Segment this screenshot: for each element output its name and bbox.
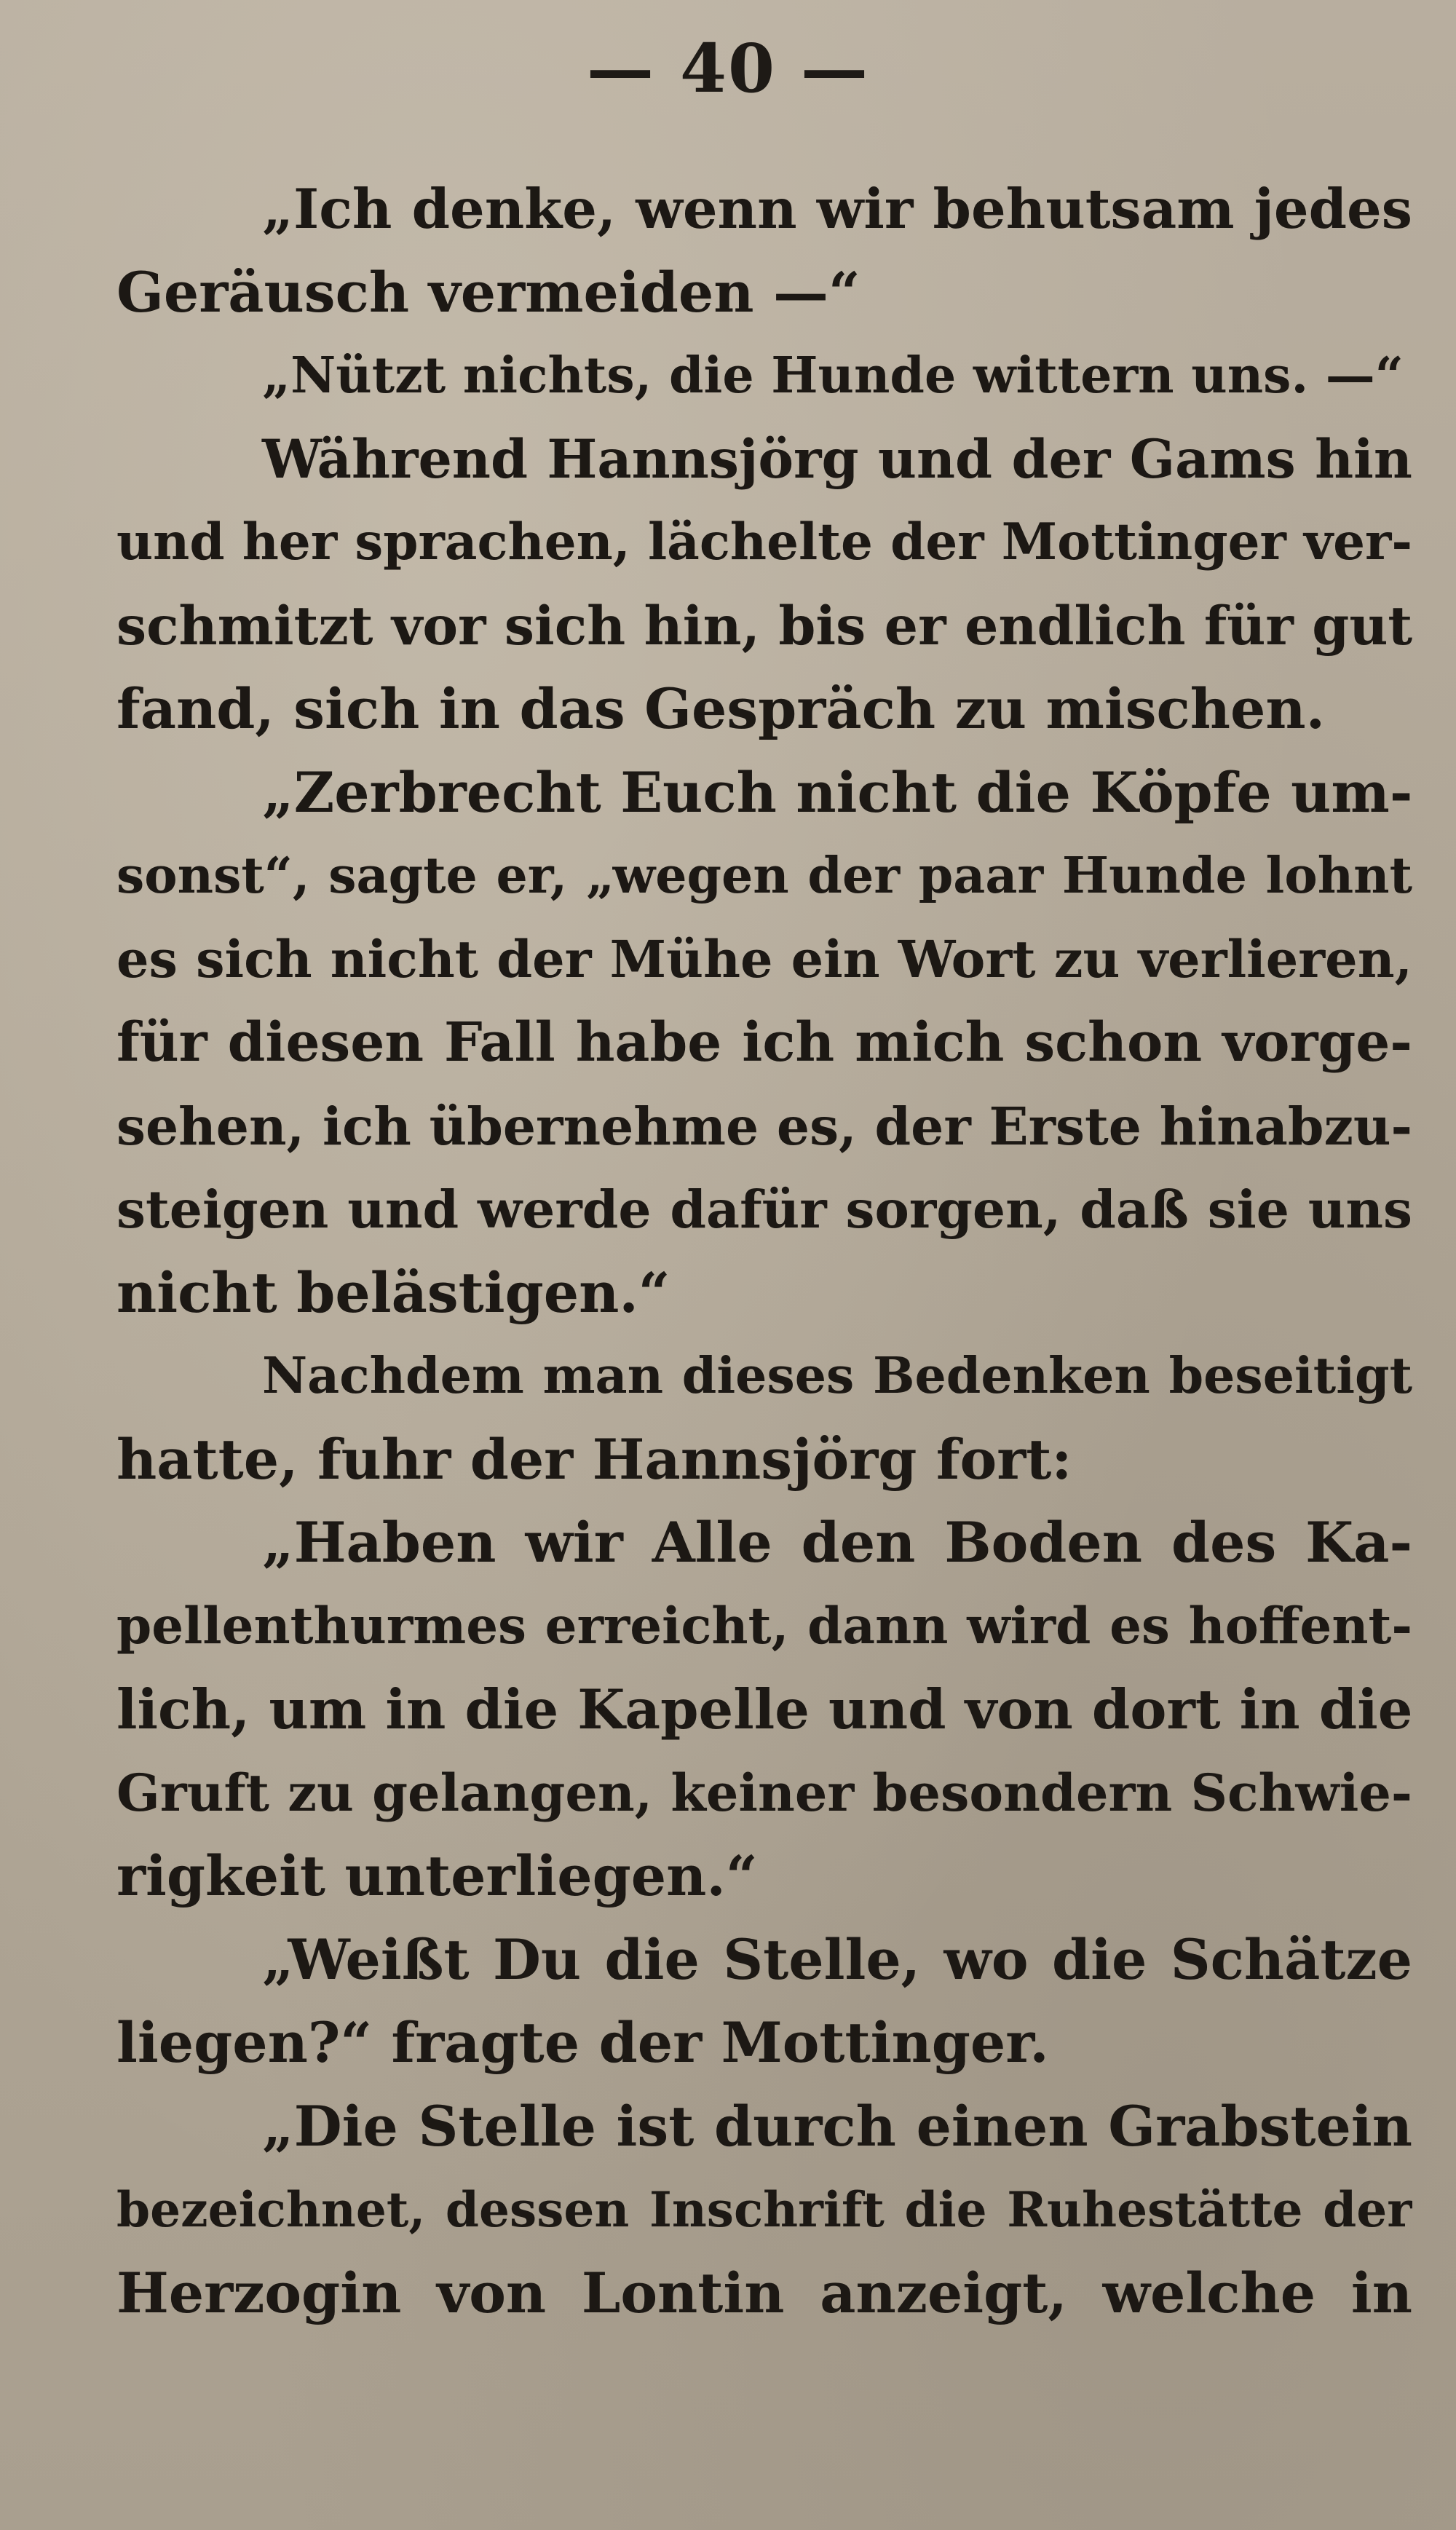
text-line: hatte, fuhr der Hannsjörg fort: bbox=[116, 1426, 1072, 1492]
text-line: lich, um in die Kapelle und von dort in die bbox=[116, 1677, 1412, 1742]
text-line: „Haben wir Alle den Boden des Ka- bbox=[262, 1510, 1412, 1575]
text-line: „Die Stelle ist durch einen Grabstein bbox=[262, 2093, 1412, 2159]
text-line: „Ich denke, wenn wir behutsam jedes bbox=[262, 177, 1412, 241]
text-line: Gruft zu gelangen, keiner besondern Schwie- bbox=[116, 1762, 1412, 1823]
text-line: es sich nicht der Mühe ein Wort zu verlieren, bbox=[116, 928, 1412, 989]
text-line: Während Hannsjörg und der Gams hin bbox=[262, 427, 1412, 491]
page-number: — 40 — bbox=[586, 29, 870, 108]
text-line: Herzogin von Lontin anzeigt, welche in bbox=[116, 2260, 1412, 2325]
text-line: für diesen Fall habe ich mich schon vorge- bbox=[116, 1011, 1412, 1074]
text-line: „Zerbrecht Euch nicht die Köpfe um- bbox=[262, 759, 1412, 825]
text-line: steigen und werde dafür sorgen, daß sie uns bbox=[116, 1179, 1412, 1240]
text-line: „Nützt nichts, die Hunde wittern uns. —“ bbox=[262, 347, 1404, 405]
text-line: nicht belästigen.“ bbox=[116, 1260, 670, 1325]
text-line: sehen, ich übernehme es, der Erste hinabzu- bbox=[116, 1095, 1412, 1157]
text-line: rigkeit unterliegen.“ bbox=[116, 1843, 758, 1908]
text-line: sonst“, sagte er, „wegen der paar Hunde lohnt bbox=[116, 847, 1412, 905]
text-line: Nachdem man dieses Bedenken beseitigt bbox=[262, 1347, 1412, 1405]
text-line: „Weißt Du die Stelle, wo die Schätze bbox=[262, 1926, 1412, 1992]
text-line: bezeichnet, dessen Inschrift die Ruhestätte der bbox=[116, 2181, 1412, 2238]
text-line: und her sprachen, lächelte der Mottinger ver- bbox=[116, 513, 1412, 572]
body-text bbox=[116, 167, 1412, 2335]
text-line: pellenthurmes erreicht, dann wird es hoffent- bbox=[116, 1596, 1412, 1656]
text-line: schmitzt vor sich hin, bis er endlich für gut bbox=[116, 594, 1412, 657]
text-line: liegen?“ fragte der Mottinger. bbox=[116, 2010, 1049, 2075]
text-line: Geräusch vermeiden —“ bbox=[116, 259, 860, 325]
text-line: fand, sich in das Gespräch zu mischen. bbox=[116, 676, 1326, 741]
